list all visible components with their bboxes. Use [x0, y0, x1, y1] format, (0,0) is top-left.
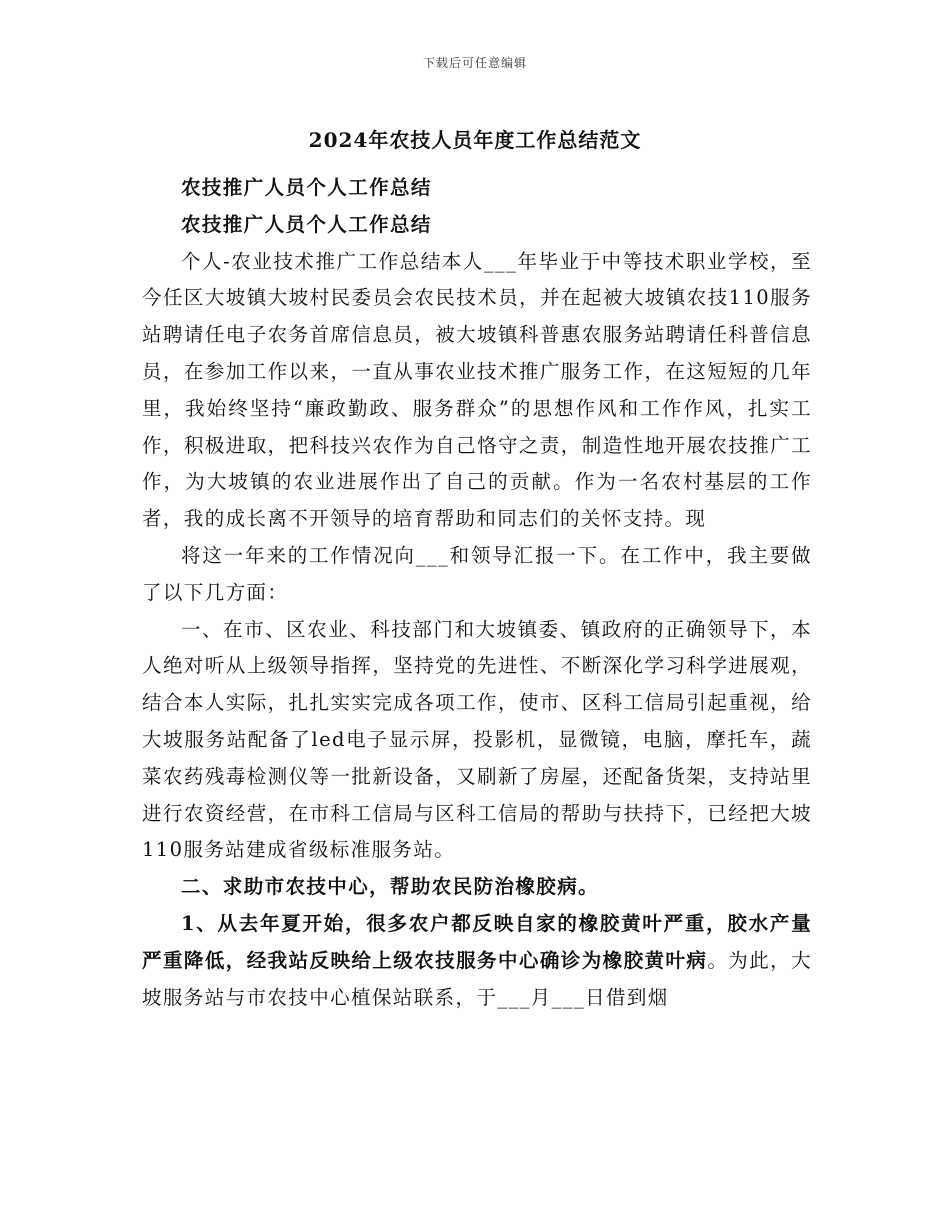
paragraph-report: 将这一年来的工作情况向___和领导汇报一下。在工作中，我主要做了以下几方面： — [142, 543, 812, 604]
paragraph-point-two-detail — [142, 906, 812, 1016]
paragraph-point-one: 一、在市、区农业、科技部门和大坡镇委、镇政府的正确领导下，本人绝对听从上级领导指挥，坚持党的先进性、不断深化学习科学进展观，结合本人实际，扎扎实实完成各项工作，使市、区科工信局引起重视，给大坡服务站配备了led电子显示屏，投影机，显微镜，电脑，摩托车，蔬菜农药残毒检测仪等一批新设备，又刷新了房屋，还配备货架，支持站里进行农资经营，在市科工信局与区科工信局的帮助与扶持下，已经把大坡110服务站建成省级标准服务站。 — [142, 617, 812, 862]
section-heading-2: 农技推广人员个人工作总结 — [181, 212, 432, 236]
section-heading-1: 农技推广人员个人工作总结 — [181, 176, 432, 199]
document-title: 2024年农技人员年度工作总结范文 — [308, 128, 642, 152]
paragraph-intro: 个人-农业技术推广工作总结本人___年毕业于中等技术职业学校，至今任区大坡镇大坡村民委员会农民技术员，并在起被大坡镇农技110服务站聘请任电子农务首席信息员，被大坡镇科普惠农服务站聘请任科普信息员，在参加工作以来，一直从事农业技术推广服务工作，在这短短的几年里，我始终坚持“廉政勤政、服务群众”的思想作风和工作作风，扎实工作，积极进取，把科技兴农作为自己恪守之责，制造性地开展农技推广工作，为大坡镇的农业进展作出了自己的贡献。作为一名农村基层的工作者，我的成长离不开领导的培育帮助和同志们的关怀支持。现 — [142, 249, 812, 531]
header-note: 下载后可任意编辑 — [422, 56, 527, 70]
paragraph-point-two-emphasis: 1、从去年夏开始，很多农户都反映自家的橡胶黄叶严重，胶水产量严重降低，经我站反映给上级农技服务中心确诊为橡胶黄叶病 — [142, 911, 812, 972]
paragraph-point-two-text: 。为此，大坡服务站与市农技中心植保站联系，于___月___日借到烟 — [142, 948, 812, 1009]
document-body — [142, 170, 812, 1016]
paragraph-point-two-heading: 二、求助市农技中心，帮助农民防治橡胶病。 — [181, 875, 600, 899]
